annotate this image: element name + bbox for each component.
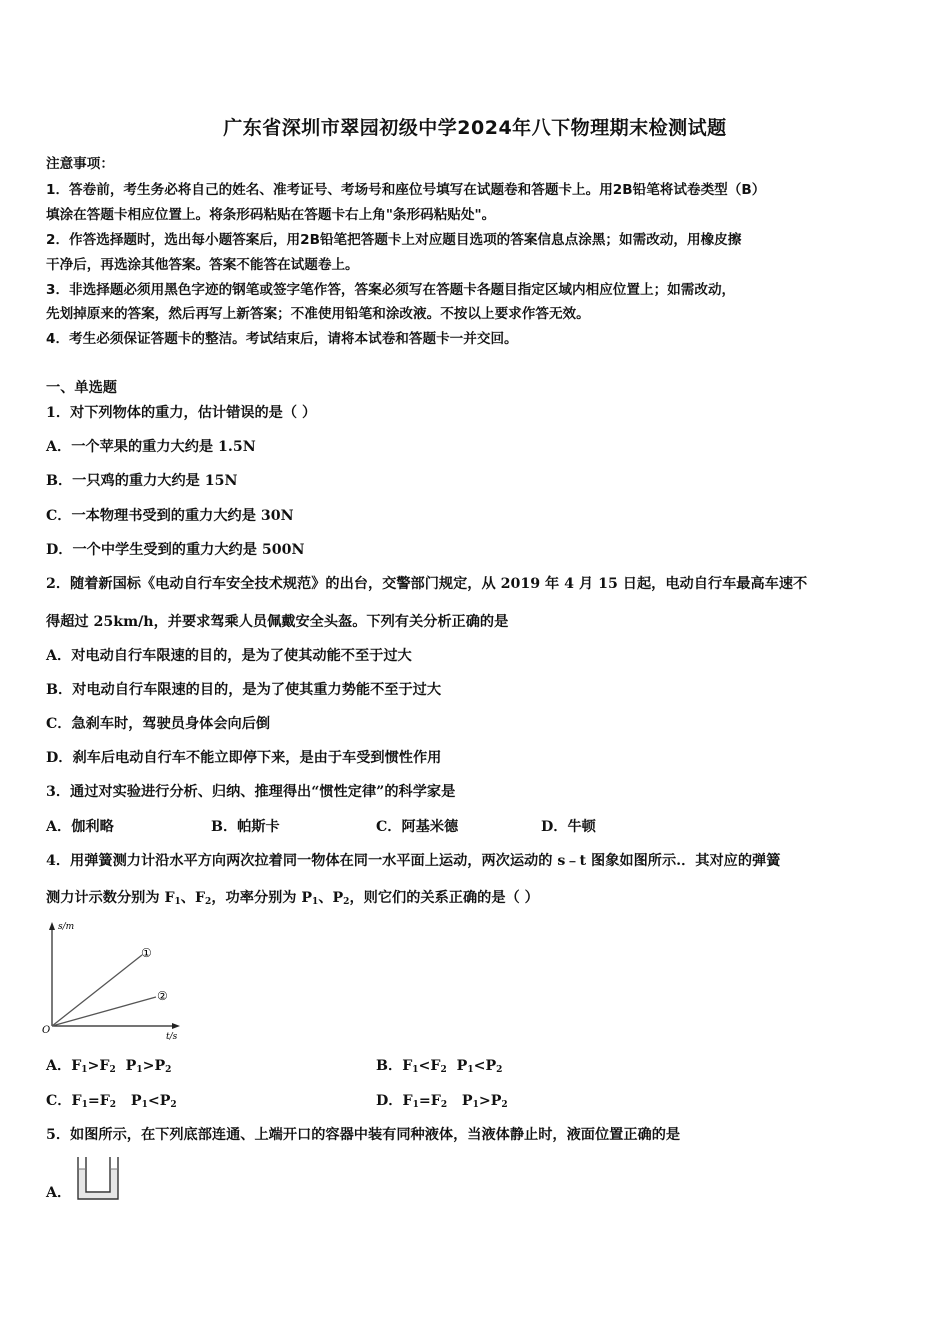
notes-line: 3．非选择题必须用黑色字迹的钢笔或签字笔作答，答案必须写在答题卡各题目指定区域内相应位置上；如需改动， (46, 282, 736, 298)
q3-stem: 3．通过对实验进行分析、归纳、推理得出“惯性定律”的科学家是 (46, 784, 456, 800)
q2-option-a: A．对电动自行车限速的目的，是为了使其动能不至于过大 (46, 648, 412, 664)
graph-line-1-label: ① (141, 946, 152, 960)
graph-x-label: t/s (166, 1032, 178, 1042)
q4-option-a: A．$F_1>F_2$ $P_1>P_2$ (46, 1058, 172, 1075)
q3-option-c: C．阿基米德 (376, 819, 459, 835)
notes-heading: 注意事项： (46, 156, 114, 172)
page-title: 广东省深圳市翠园初级中学2024年八下物理期末检测试题 (223, 117, 727, 139)
q1-option-c: C．一本物理书受到的重力大约是 30N (46, 508, 294, 524)
section-heading: 一、单选题 (46, 380, 117, 396)
q1-option-b: B．一只鸡的重力大约是 15N (46, 473, 238, 489)
q3-option-d: D．牛顿 (541, 819, 596, 835)
q5-option-a-label: A． (46, 1185, 72, 1201)
graph-line-2-label: ② (157, 989, 168, 1003)
graph-line-1 (52, 955, 142, 1026)
graph-x-arrow (172, 1023, 180, 1029)
q4-option-d: D．$F_1=F_2$ $P_1>P_2$ (376, 1093, 508, 1110)
notes-line: 干净后，再选涂其他答案。答案不能答在试题卷上。 (46, 257, 359, 273)
u-tube-container-figure (74, 1155, 122, 1201)
q2-stem: 2．随着新国标《电动自行车安全技术规范》的出台，交警部门规定，从 2019 年 4 月 15 日起，电动自行车最高车速不 (46, 576, 808, 592)
q4-stem: 4．用弹簧测力计沿水平方向两次拉着同一物体在同一水平面上运动，两次运动的 s﹣t 图象如图所示.．其对应的弹簧 (46, 853, 781, 869)
q4-stem-cont: 测力计示数分别为 $F_1$、$F_2$，功率分别为 $P_1$、$P_2$，则它们的关系正确的是（ ） (46, 890, 539, 907)
notes-line: 1．答卷前，考生务必将自己的姓名、准考证号、考场号和座位号填写在试题卷和答题卡上。用2B铅笔将试卷类型（B） (46, 182, 766, 198)
middle-divider-space (86, 1159, 110, 1193)
notes-line: 4．考生必须保证答题卡的整洁。考试结束后，请将本试卷和答题卡一并交回。 (46, 331, 518, 347)
st-graph-figure (40, 918, 185, 1042)
graph-y-label: s/m (58, 922, 75, 932)
notes-line: 填涂在答题卡相应位置上。将条形码粘贴在答题卡右上角"条形码粘贴处"。 (46, 207, 496, 223)
q5-stem: 5．如图所示，在下列底部连通、上端开口的容器中装有同种液体，当液体静止时，液面位置正确的是 (46, 1127, 681, 1143)
graph-origin-label: O (42, 1025, 51, 1036)
q2-option-c: C．急刹车时，驾驶员身体会向后倒 (46, 716, 271, 732)
q2-option-d: D．刹车后电动自行车不能立即停下来，是由于车受到惯性作用 (46, 750, 442, 766)
notes-line: 先划掉原来的答案，然后再写上新答案；不准使用铅笔和涂改液。不按以上要求作答无效。 (46, 306, 590, 322)
q2-stem-cont: 得超过 25km/h，并要求驾乘人员佩戴安全头盔。下列有关分析正确的是 (46, 614, 509, 630)
q1-option-a: A．一个苹果的重力大约是 1.5N (46, 439, 256, 455)
q3-option-b: B．帕斯卡 (211, 819, 280, 835)
q4-option-c: C．$F_1=F_2$ $P_1<P_2$ (46, 1093, 177, 1110)
graph-y-arrow (49, 922, 55, 930)
graph-line-2 (52, 997, 156, 1026)
q3-option-a: A．伽利略 (46, 819, 114, 835)
q1-option-d: D．一个中学生受到的重力大约是 500N (46, 542, 305, 558)
notes-line: 2．作答选择题时，选出每小题答案后，用2B铅笔把答题卡上对应题目选项的答案信息点涂黑；如需改动，用橡皮擦 (46, 232, 742, 248)
q2-option-b: B．对电动自行车限速的目的，是为了使其重力势能不至于过大 (46, 682, 442, 698)
q1-stem: 1．对下列物体的重力，估计错误的是（ ） (46, 405, 317, 421)
q4-option-b: B．$F_1<F_2$ $P_1<P_2$ (376, 1058, 503, 1075)
